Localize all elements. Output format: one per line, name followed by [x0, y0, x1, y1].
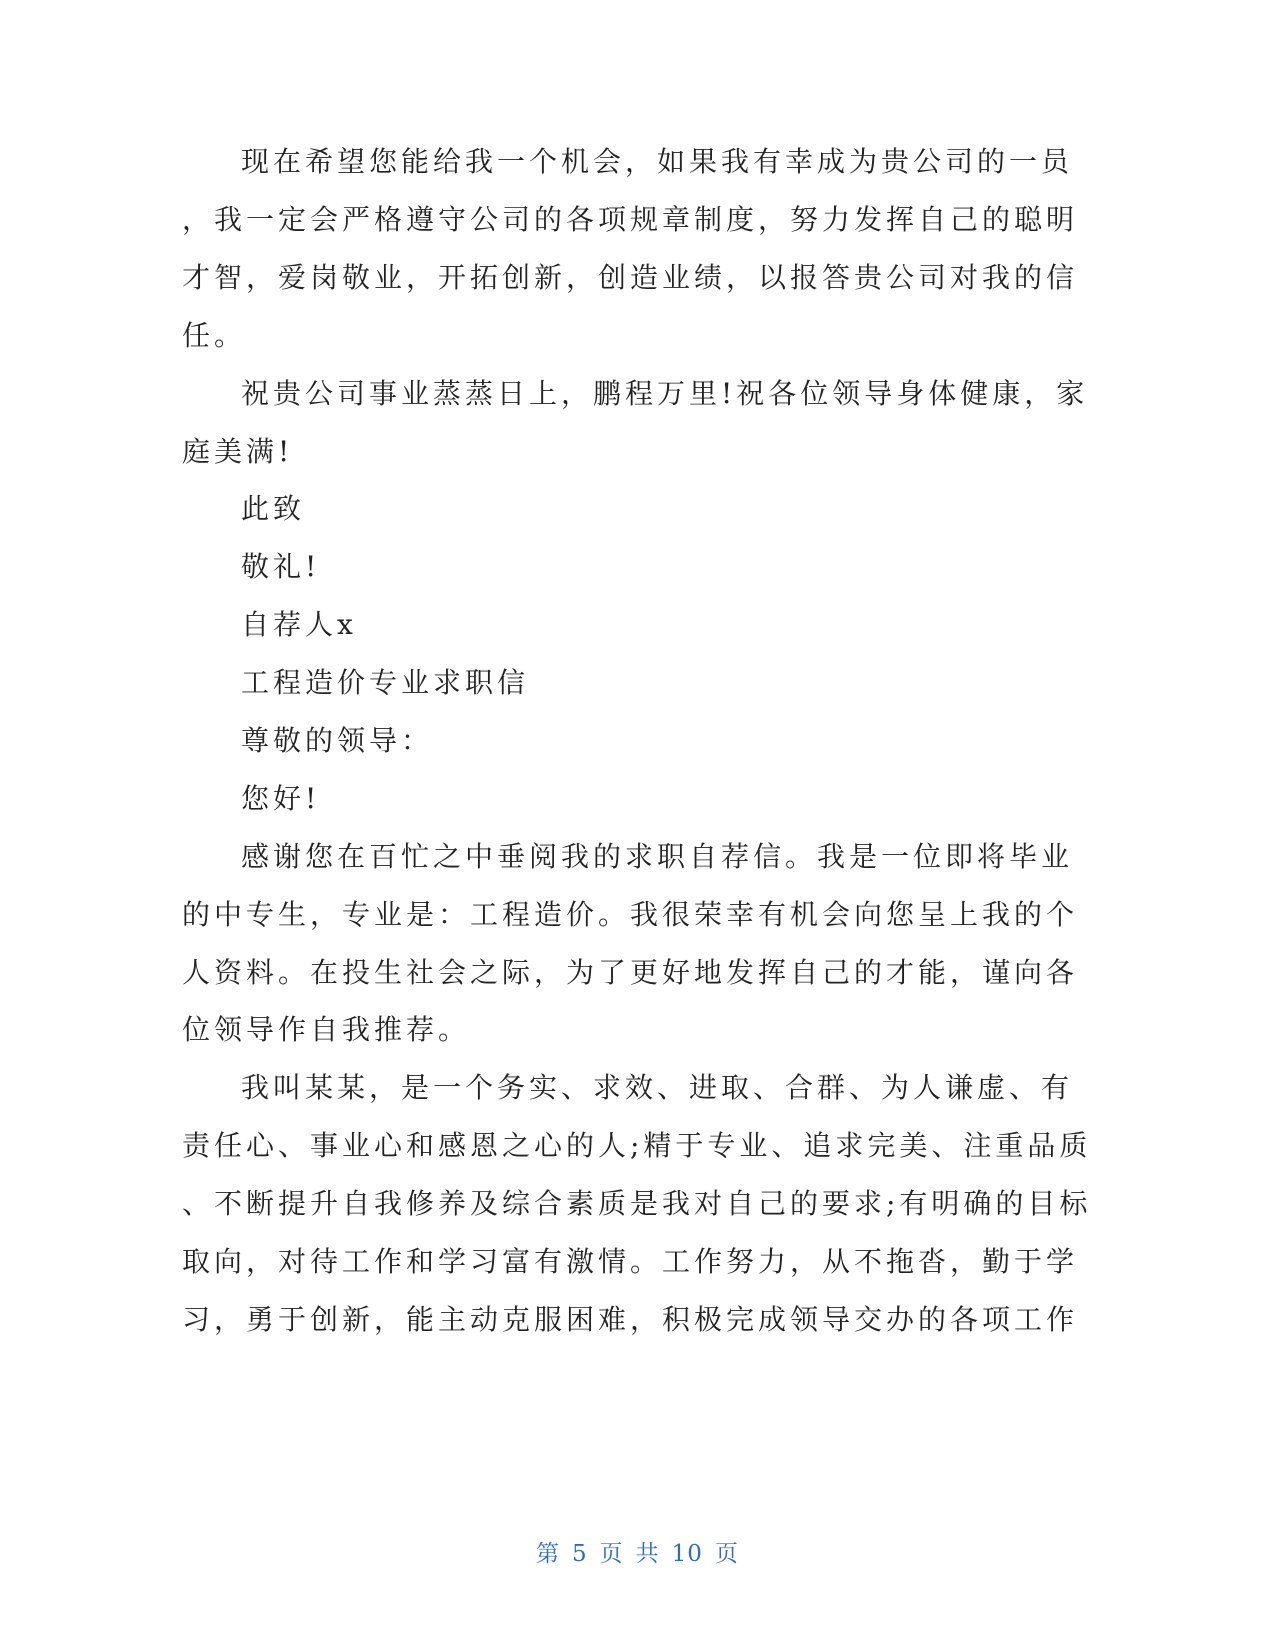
- body-line: 我叫某某，是一个务实、求效、进取、合群、为人谦虚、有: [241, 1071, 1074, 1104]
- body-line: ，我一定会严格遵守公司的各项规章制度，努力发挥自己的聪明: [182, 203, 1079, 236]
- footer-suffix: 页: [714, 1541, 739, 1567]
- body-line: 才智，爱岗敬业，开拓创新，创造业绩，以报答贵公司对我的信: [182, 261, 1079, 294]
- footer-page-word: 页: [599, 1541, 624, 1567]
- body-line: 现在希望您能给我一个机会，如果我有幸成为贵公司的一员: [241, 145, 1074, 178]
- greeting: 尊敬的领导：: [241, 724, 434, 757]
- body-line: 取向，对待工作和学习富有激情。工作努力，从不拖沓，勤于学: [182, 1245, 1079, 1278]
- footer-total-pages: 10: [671, 1541, 703, 1567]
- body-line: 任。: [182, 319, 247, 352]
- section-title: 工程造价专业求职信: [241, 666, 530, 699]
- closing-salutation: 敬礼!: [241, 550, 321, 583]
- body-line: 庭美满!: [182, 435, 294, 468]
- body-line: 位领导作自我推荐。: [182, 1013, 471, 1046]
- body-line: 习，勇于创新，能主动克服困难，积极完成领导交办的各项工作: [182, 1303, 1079, 1336]
- body-line: 、不断提升自我修养及综合素质是我对自己的要求;有明确的目标: [182, 1187, 1092, 1220]
- page-footer: [0, 1540, 1275, 1568]
- closing-salutation: 此致: [241, 492, 306, 525]
- body-line: 感谢您在百忙之中垂阅我的求职自荐信。我是一位即将毕业: [241, 840, 1074, 873]
- body-line: 祝贵公司事业蒸蒸日上，鹏程万里!祝各位领导身体健康，家: [241, 377, 1089, 410]
- body-line: 责任心、事业心和感恩之心的人;精于专业、追求完美、注重品质: [182, 1129, 1092, 1162]
- greeting: 您好!: [241, 782, 321, 815]
- footer-current-page: 5: [572, 1541, 588, 1567]
- body-line: 的中专生，专业是：工程造价。我很荣幸有机会向您呈上我的个: [182, 898, 1079, 931]
- body-line: 人资料。在投生社会之际，为了更好地发挥自己的才能，谨向各: [182, 956, 1079, 989]
- footer-total-prefix: 共: [635, 1541, 660, 1567]
- signature-line: 自荐人x: [241, 608, 357, 641]
- footer-prefix: 第: [536, 1541, 561, 1567]
